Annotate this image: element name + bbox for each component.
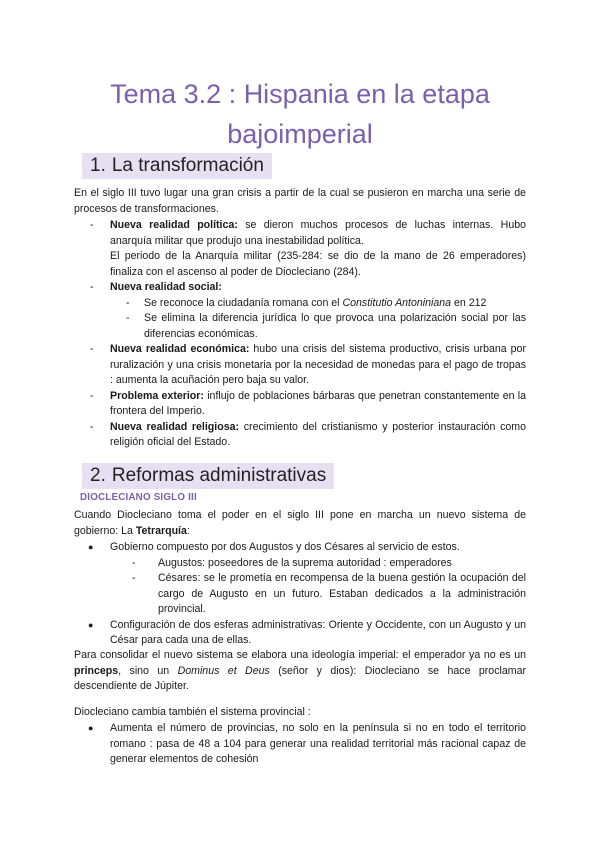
dash-marker: -	[132, 556, 136, 569]
list-item	[74, 218, 526, 280]
item-label: Nueva realidad social:	[110, 281, 222, 293]
sub-item-text: Augustos: poseedores de la suprema autoridad : emperadores	[158, 556, 452, 569]
provincial-intro: Diocleciano cambia también el sistema provincial :	[74, 706, 311, 718]
para-text-end: (señor y dios): Diocleciano se hace proclamar descendiente de Júpiter.	[74, 664, 526, 692]
sub-item-text-end: en 212	[451, 296, 487, 309]
dash-marker: -	[90, 389, 94, 402]
item-text: crecimiento del cristianismo y posterior instauración como religión oficial del Estado.	[110, 420, 526, 448]
sub-item-italic: Constitutio Antoniniana	[342, 296, 452, 309]
sub-list-item	[74, 296, 526, 312]
para-text: Para consolidar el nuevo sistema se elabora una ideología imperial: el emperador ya no es un	[74, 649, 526, 661]
section-heading-1	[82, 153, 272, 179]
list-item	[74, 420, 526, 451]
item-label: Nueva realidad religiosa:	[110, 420, 240, 433]
bullet-text: Configuración de dos esferas administrativas: Oriente y Occidente, con un Augusto y un César para cada una de ellas.	[110, 618, 526, 646]
intro-text-end: :	[186, 524, 190, 537]
section-number: 2.	[90, 465, 106, 486]
section2-intro	[74, 508, 526, 539]
item-text: influjo de poblaciones bárbaras que penetran constantemente en la frontera del Imperio.	[110, 389, 526, 417]
dash-marker: -	[90, 420, 94, 433]
section-heading-text: La transformación	[111, 155, 264, 176]
bullet-marker: ●	[88, 723, 94, 733]
list-item	[74, 540, 526, 556]
sub-list-item	[74, 571, 526, 618]
para-text-mid: , sino un	[118, 664, 178, 677]
para-italic: Dominus et Deus	[177, 664, 270, 677]
sub-list-item	[74, 311, 526, 342]
list-item	[74, 389, 526, 420]
dash-marker: -	[90, 343, 94, 355]
dash-marker: -	[126, 312, 130, 324]
consolidation-paragraph	[74, 648, 526, 695]
section1-intro: En el siglo III tuvo lugar una gran crisis a partir de la cual se pusieron en marcha una serie de procesos de transformaciones.	[74, 187, 526, 215]
item-extra: El periodo de la Anarquía militar (235-284: se dio de la mano de 26 emperadores) finaliza con el ascenso al poder de Diocleciano (284).	[110, 250, 526, 278]
section-number: 1.	[90, 155, 106, 176]
item-text: hubo una crisis del sistema productivo, crisis urbana por ruralización y una crisis monetaria por la necesidad de monedas para el pago de tropas : aumenta la acuñación pero baja su valor.	[110, 343, 526, 386]
sub-item-text: Se reconoce la ciudadanía romana con el	[144, 296, 343, 309]
item-label: Problema exterior:	[110, 389, 204, 402]
section-heading-text: Reformas administrativas	[111, 465, 327, 486]
document-title: Tema 3.2 : Hispania en la etapa bajoimperial	[110, 79, 490, 149]
item-label: Nueva realidad política:	[110, 219, 238, 231]
provincial-list	[74, 721, 526, 768]
intro-text: Cuando Diocleciano toma el poder en el siglo III pone en marcha un nuevo sistema de gobierno: La	[74, 509, 526, 537]
sub-list-item	[74, 556, 526, 572]
para-bold: princeps	[74, 664, 119, 677]
bullet-text: Aumenta el número de provincias, no solo en la península si no en todo el territorio romano : pasa de 48 a 104 para generar una realidad territorial más racional capaz de generar elementos de cohesión	[110, 722, 526, 765]
dash-marker: -	[90, 281, 94, 293]
list-item	[74, 280, 526, 296]
sub-item-text: Césares: se le prometía en recompensa de la buena gestión la ocupación del cargo de Augusto en un futuro. Estaban dedicados a la administración provincial.	[158, 572, 526, 615]
list-item	[74, 618, 526, 649]
item-text: se dieron muchos procesos de luchas internas. Hubo anarquía militar que produjo una inestabilidad política.	[110, 219, 526, 247]
list-item	[74, 342, 526, 389]
bullet-marker: ●	[88, 542, 94, 552]
bullet-text: Gobierno compuesto por dos Augustos y dos Césares al servicio de estos.	[110, 541, 460, 553]
section2-list	[74, 540, 526, 649]
intro-bold: Tetrarquía	[135, 524, 187, 537]
item-label: Nueva realidad económica:	[110, 343, 250, 355]
subsection-heading: DIOCLECIANO SIGLO III	[80, 492, 197, 503]
dash-marker: -	[132, 572, 136, 584]
bullet-marker: ●	[88, 619, 94, 630]
sub-item-text: Se elimina la diferencia jurídica lo que provoca una polarización social por las diferencias económicas.	[144, 312, 526, 340]
dash-marker: -	[126, 296, 130, 309]
section1-list	[74, 218, 526, 451]
list-item	[74, 721, 526, 768]
dash-marker: -	[90, 219, 94, 231]
section-heading-2	[82, 463, 334, 489]
